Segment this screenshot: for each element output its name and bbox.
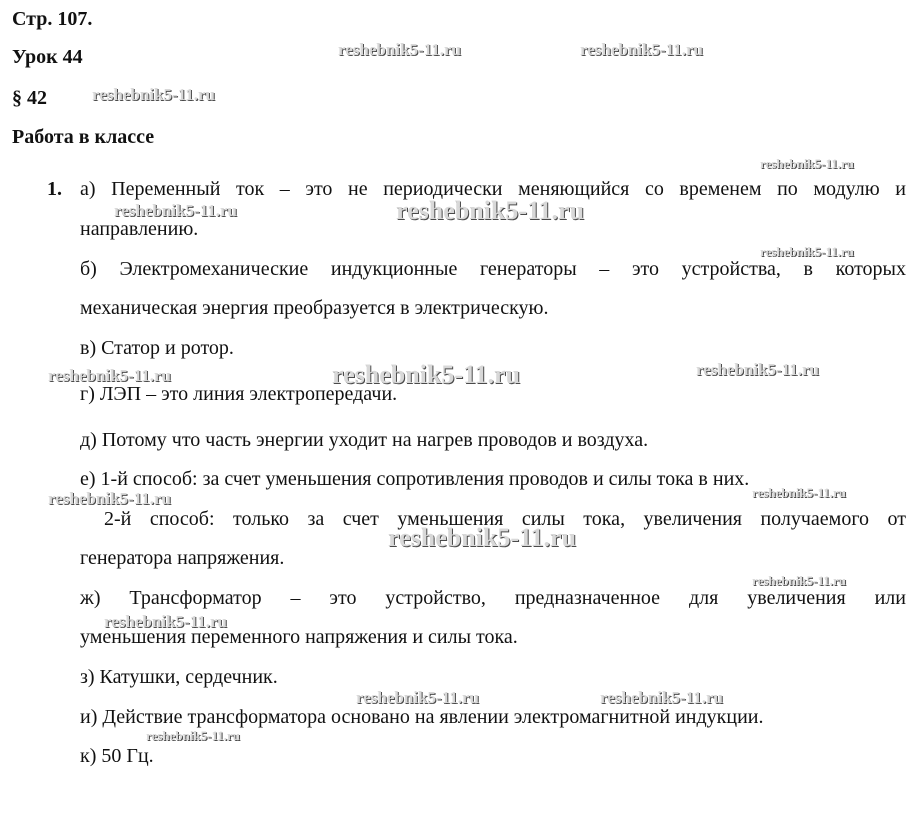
- answer-a-line-1: а) Переменный ток – это не периодически меняющийся со временем по модулю и: [80, 178, 906, 200]
- watermark: reshebnik5-11.ru: [332, 360, 521, 389]
- watermark: reshebnik5-11.ru: [92, 85, 215, 104]
- watermark: reshebnik5-11.ru: [600, 688, 723, 707]
- lesson-heading: Урок 44: [12, 46, 83, 68]
- section-heading: § 42: [12, 87, 47, 109]
- answer-e-line-1: е) 1-й способ: за счет уменьшения сопротивления проводов и силы тока в них.: [80, 468, 750, 490]
- watermark: reshebnik5-11.ru: [146, 728, 241, 743]
- watermark: reshebnik5-11.ru: [396, 196, 585, 225]
- watermark: reshebnik5-11.ru: [114, 201, 237, 220]
- work-title: Работа в классе: [12, 126, 155, 148]
- answer-a-line-2: направлению.: [80, 218, 199, 240]
- answer-e-line-2: 2-й способ: только за счет уменьшения силы тока, увеличения получаемого от: [104, 508, 906, 530]
- watermark: reshebnik5-11.ru: [104, 612, 227, 631]
- answer-zh-line-1: ж) Трансформатор – это устройство, предназначенное для увеличения или: [80, 587, 906, 609]
- watermark: reshebnik5-11.ru: [356, 688, 479, 707]
- answer-e-line-3: генератора напряжения.: [80, 547, 285, 569]
- page-reference: Стр. 107.: [12, 8, 93, 30]
- watermark: reshebnik5-11.ru: [760, 244, 855, 259]
- answer-b-line-2: механическая энергия преобразуется в электрическую.: [80, 297, 549, 319]
- answer-k: к) 50 Гц.: [80, 745, 154, 767]
- watermark: reshebnik5-11.ru: [752, 573, 847, 588]
- answer-b-line-1: б) Электромеханические индукционные генераторы – это устройства, в которых: [80, 258, 906, 280]
- watermark: reshebnik5-11.ru: [48, 489, 171, 508]
- answer-d: д) Потому что часть энергии уходит на нагрев проводов и воздуха.: [80, 429, 649, 451]
- watermark: reshebnik5-11.ru: [760, 156, 855, 171]
- answer-zh-line-2: уменьшения переменного напряжения и силы тока.: [80, 626, 518, 648]
- answer-v: в) Статор и ротор.: [80, 337, 234, 359]
- watermark: reshebnik5-11.ru: [696, 360, 819, 379]
- watermark: reshebnik5-11.ru: [388, 523, 577, 552]
- watermark: reshebnik5-11.ru: [752, 485, 847, 500]
- answer-g: г) ЛЭП – это линия электропередачи.: [80, 383, 398, 405]
- answer-z: з) Катушки, сердечник.: [80, 666, 278, 688]
- task-number: 1.: [47, 178, 62, 200]
- watermark: reshebnik5-11.ru: [48, 366, 171, 385]
- answer-i: и) Действие трансформатора основано на явлении электромагнитной индукции.: [80, 706, 764, 728]
- watermark: reshebnik5-11.ru: [580, 40, 703, 59]
- watermark: reshebnik5-11.ru: [338, 40, 461, 59]
